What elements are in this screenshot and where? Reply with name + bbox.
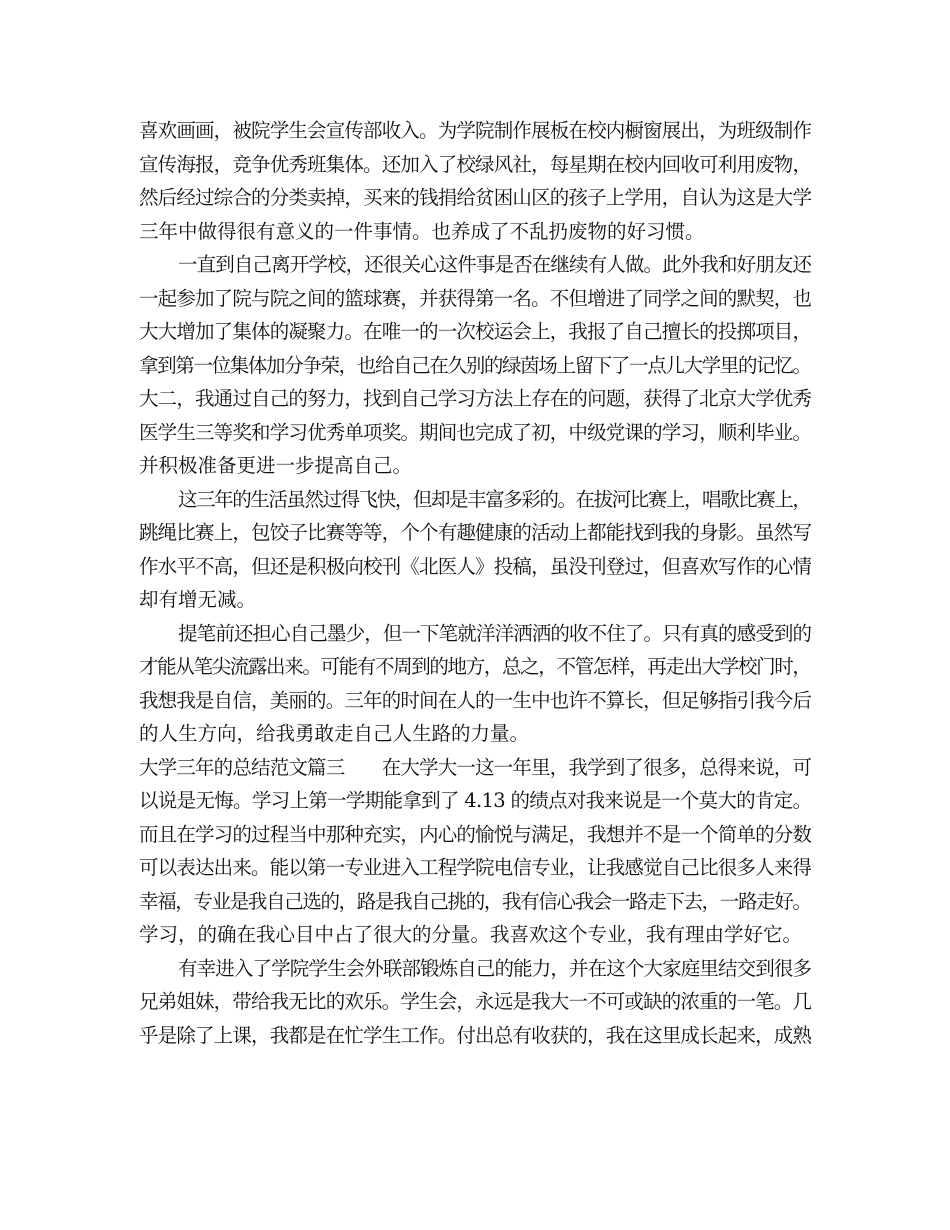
text-line: 三年中做得很有意义的一件事情。也养成了不乱扔废物的好习惯。 [139,219,705,243]
text-line: 我想我是自信，美丽的。三年的时间在人的一生中也许不算长，但足够指引我今后 [139,688,811,712]
text-line: 却有增无减。 [139,588,257,611]
text-line: 的人生方向，给我勇敢走自己人生路的力量。 [139,722,530,745]
text-line: 宣传海报，竞争优秀班集体。还加入了校绿风社，每星期在校内回收可利用废物， [139,152,811,176]
text-line: 有幸进入了学院学生会外联部锻炼自己的能力，并在这个大家庭里结交到很多 [178,956,811,980]
text-line: 可以表达出来。能以第一专业进入工程学院电信专业，让我感觉自己比很多人来得 [139,856,811,879]
text-line: 而且在学习的过程当中那种充实，内心的愉悦与满足，我想并不是一个简单的分数 [139,822,811,846]
text-line: 大学三年的总结范文篇三 在大学大一这一年里，我学到了很多，总得来说，可 [139,755,811,779]
text-line: 作水平不高，但还是积极向校刊《北医人》投稿，虽没刊登过，但喜欢写作的心情 [139,554,811,578]
text-line: 这三年的生活虽然过得飞快，但却是丰富多彩的。在拔河比赛上，唱歌比赛上， [178,487,811,511]
text-line: 以说是无悔。学习上第一学期能拿到了 4.13 的绩点对我来说是一个莫大的肯定。 [139,789,811,812]
text-line: 一直到自己离开学校，还很关心这件事是否在继续有人做。此外我和好朋友还 [178,253,811,276]
document-body [139,114,811,1052]
text-line: 提笔前还担心自己墨少，但一下笔就洋洋洒洒的收不住了。只有真的感受到的 [178,621,811,645]
text-line: 乎是除了上课，我都是在忙学生工作。付出总有收获的，我在这里成长起来，成熟 [139,1023,811,1047]
text-line: 医学生三等奖和学习优秀单项奖。期间也完成了初，中级党课的学习，顺利毕业。 [139,420,811,444]
text-line: 幸福，专业是我自己选的，路是我自己挑的，我有信心我会一路走下去，一路走好。 [139,889,811,913]
text-line: 拿到第一位集体加分争荣，也给自己在久别的绿茵场上留下了一点儿大学里的记忆。 [139,353,811,377]
text-line: 学习，的确在我心目中占了很大的分量。我喜欢这个专业，我有理由学好它。 [139,923,803,946]
text-line: 喜欢画画，被院学生会宣传部收入。为学院制作展板在校内橱窗展出，为班级制作 [139,119,811,142]
text-line: 才能从笔尖流露出来。可能有不周到的地方，总之，不管怎样，再走出大学校门时， [139,655,811,678]
text-line: 一起参加了院与院之间的篮球赛，并获得第一名。不但增进了同学之间的默契，也 [139,286,811,310]
text-line: 然后经过综合的分类卖掉，买来的钱捐给贫困山区的孩子上学用，自认为这是大学 [139,186,811,209]
text-line: 跳绳比赛上，包饺子比赛等等，个个有趣健康的活动上都能找到我的身影。虽然写 [139,521,811,544]
text-line: 并积极准备更进一步提高自己。 [139,454,413,477]
text-line: 大大增加了集体的凝聚力。在唯一的一次校运会上，我报了自己擅长的投掷项目， [139,320,811,343]
text-line: 兄弟姐妹，带给我无比的欢乐。学生会，永远是我大一不可或缺的浓重的一笔。几 [139,990,811,1013]
text-line: 大二，我通过自己的努力，找到自己学习方法上存在的问题，获得了北京大学优秀 [139,387,811,410]
